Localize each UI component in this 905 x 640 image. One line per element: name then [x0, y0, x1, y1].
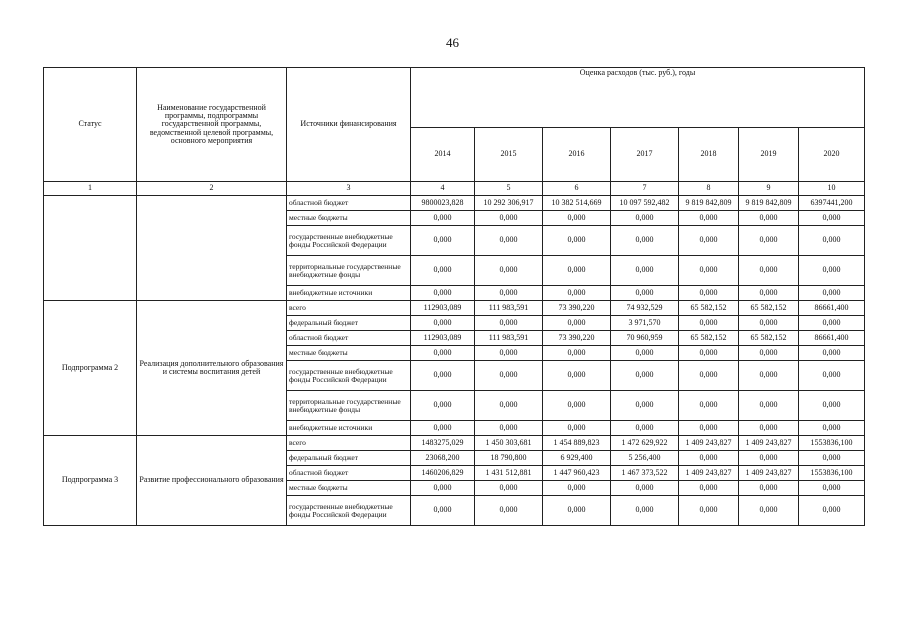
- value-cell: 0,000: [799, 316, 865, 331]
- value-cell: 0,000: [739, 496, 799, 526]
- header-year: 2015: [475, 128, 543, 182]
- header-year: 2020: [799, 128, 865, 182]
- section-name: [137, 196, 287, 301]
- column-number: 3: [287, 182, 411, 196]
- funding-source: территориальные государственные внебюджетные фонды: [287, 391, 411, 421]
- value-cell: 0,000: [475, 346, 543, 361]
- funding-source: федеральный бюджет: [287, 316, 411, 331]
- funding-source: государственные внебюджетные фонды Российской Федерации: [287, 361, 411, 391]
- value-cell: 111 983,591: [475, 301, 543, 316]
- column-number: 9: [739, 182, 799, 196]
- value-cell: 1 447 960,423: [543, 466, 611, 481]
- header-year: 2018: [679, 128, 739, 182]
- table-row: [44, 301, 865, 316]
- value-cell: 0,000: [411, 256, 475, 286]
- value-cell: 1 409 243,827: [679, 466, 739, 481]
- funding-source: местные бюджеты: [287, 211, 411, 226]
- funding-source: внебюджетные источники: [287, 286, 411, 301]
- value-cell: 0,000: [739, 451, 799, 466]
- value-cell: 9800023,828: [411, 196, 475, 211]
- value-cell: 0,000: [543, 286, 611, 301]
- section-status: [44, 196, 137, 301]
- header-year: 2016: [543, 128, 611, 182]
- value-cell: 86661,400: [799, 301, 865, 316]
- value-cell: 0,000: [611, 346, 679, 361]
- value-cell: 65 582,152: [679, 301, 739, 316]
- budget-table: [43, 67, 865, 526]
- value-cell: 6397441,200: [799, 196, 865, 211]
- value-cell: 0,000: [799, 421, 865, 436]
- value-cell: 0,000: [739, 286, 799, 301]
- header-year: 2019: [739, 128, 799, 182]
- value-cell: 0,000: [411, 496, 475, 526]
- value-cell: 0,000: [611, 496, 679, 526]
- value-cell: 0,000: [611, 211, 679, 226]
- value-cell: 0,000: [679, 451, 739, 466]
- value-cell: 23068,200: [411, 451, 475, 466]
- value-cell: 0,000: [411, 211, 475, 226]
- value-cell: 1 467 373,522: [611, 466, 679, 481]
- value-cell: 0,000: [799, 256, 865, 286]
- funding-source: территориальные государственные внебюджетные фонды: [287, 256, 411, 286]
- value-cell: 0,000: [799, 346, 865, 361]
- value-cell: 0,000: [739, 361, 799, 391]
- header-funding-sources: Источники финансирования: [287, 68, 411, 182]
- value-cell: 0,000: [543, 226, 611, 256]
- value-cell: 0,000: [543, 256, 611, 286]
- value-cell: 74 932,529: [611, 301, 679, 316]
- value-cell: 1460206,829: [411, 466, 475, 481]
- value-cell: 0,000: [679, 496, 739, 526]
- value-cell: 0,000: [475, 316, 543, 331]
- column-number: 8: [679, 182, 739, 196]
- header-program-name: Наименование государственной программы, подпрограммы государственной программы, ведомственной целевой программы, основного мероприятия: [137, 68, 287, 182]
- section-name: Реализация дополнительного образования и системы воспитания детей: [137, 301, 287, 436]
- value-cell: 0,000: [475, 256, 543, 286]
- funding-source: местные бюджеты: [287, 481, 411, 496]
- value-cell: 6 929,400: [543, 451, 611, 466]
- value-cell: 0,000: [411, 346, 475, 361]
- value-cell: 18 790,800: [475, 451, 543, 466]
- value-cell: 0,000: [411, 481, 475, 496]
- value-cell: 0,000: [411, 286, 475, 301]
- column-numbers-row: [44, 182, 865, 196]
- value-cell: 0,000: [799, 391, 865, 421]
- section-name: Развитие профессионального образования: [137, 436, 287, 526]
- column-number: 1: [44, 182, 137, 196]
- value-cell: 0,000: [679, 421, 739, 436]
- value-cell: 0,000: [799, 451, 865, 466]
- column-number: 4: [411, 182, 475, 196]
- value-cell: 0,000: [411, 391, 475, 421]
- value-cell: 65 582,152: [739, 301, 799, 316]
- value-cell: 0,000: [739, 346, 799, 361]
- value-cell: 112903,089: [411, 331, 475, 346]
- funding-source: областной бюджет: [287, 466, 411, 481]
- value-cell: 0,000: [543, 496, 611, 526]
- value-cell: 0,000: [679, 226, 739, 256]
- value-cell: 70 960,959: [611, 331, 679, 346]
- value-cell: 1 409 243,827: [679, 436, 739, 451]
- value-cell: 0,000: [411, 226, 475, 256]
- value-cell: 0,000: [543, 391, 611, 421]
- value-cell: 1553836,100: [799, 466, 865, 481]
- value-cell: 65 582,152: [679, 331, 739, 346]
- section-status: Подпрограмма 3: [44, 436, 137, 526]
- value-cell: 1 454 889,823: [543, 436, 611, 451]
- value-cell: 0,000: [799, 496, 865, 526]
- value-cell: 0,000: [739, 481, 799, 496]
- funding-source: всего: [287, 301, 411, 316]
- value-cell: 0,000: [739, 421, 799, 436]
- value-cell: 0,000: [611, 421, 679, 436]
- value-cell: 86661,400: [799, 331, 865, 346]
- value-cell: 0,000: [475, 286, 543, 301]
- value-cell: 0,000: [679, 286, 739, 301]
- funding-source: областной бюджет: [287, 196, 411, 211]
- value-cell: 0,000: [543, 361, 611, 391]
- value-cell: 0,000: [543, 421, 611, 436]
- value-cell: 0,000: [799, 361, 865, 391]
- value-cell: 0,000: [611, 226, 679, 256]
- table-body: [44, 196, 865, 526]
- table-row: [44, 196, 865, 211]
- value-cell: 0,000: [475, 361, 543, 391]
- value-cell: 0,000: [543, 316, 611, 331]
- value-cell: 0,000: [411, 316, 475, 331]
- column-number: 2: [137, 182, 287, 196]
- value-cell: 0,000: [475, 211, 543, 226]
- value-cell: 10 292 306,917: [475, 196, 543, 211]
- funding-source: внебюджетные источники: [287, 421, 411, 436]
- header-cost-estimate: Оценка расходов (тыс. руб.), годы: [411, 68, 865, 128]
- funding-source: государственные внебюджетные фонды Российской Федерации: [287, 496, 411, 526]
- column-number: 6: [543, 182, 611, 196]
- value-cell: 0,000: [475, 421, 543, 436]
- value-cell: 0,000: [739, 226, 799, 256]
- value-cell: 0,000: [611, 481, 679, 496]
- value-cell: 0,000: [411, 361, 475, 391]
- value-cell: 9 819 842,809: [679, 196, 739, 211]
- value-cell: 0,000: [543, 346, 611, 361]
- header-status: Статус: [44, 68, 137, 182]
- column-number: 7: [611, 182, 679, 196]
- funding-source: всего: [287, 436, 411, 451]
- value-cell: 0,000: [739, 316, 799, 331]
- section-status: Подпрограмма 2: [44, 301, 137, 436]
- value-cell: 0,000: [475, 496, 543, 526]
- value-cell: 0,000: [679, 391, 739, 421]
- value-cell: 0,000: [611, 256, 679, 286]
- value-cell: 0,000: [543, 481, 611, 496]
- value-cell: 1483275,029: [411, 436, 475, 451]
- value-cell: 111 983,591: [475, 331, 543, 346]
- value-cell: 1 450 303,681: [475, 436, 543, 451]
- value-cell: 0,000: [611, 361, 679, 391]
- table-header: [44, 68, 865, 196]
- value-cell: 0,000: [679, 211, 739, 226]
- value-cell: 0,000: [679, 481, 739, 496]
- value-cell: 0,000: [799, 211, 865, 226]
- value-cell: 0,000: [679, 346, 739, 361]
- value-cell: 0,000: [475, 481, 543, 496]
- header-year: 2017: [611, 128, 679, 182]
- funding-source: федеральный бюджет: [287, 451, 411, 466]
- value-cell: 1553836,100: [799, 436, 865, 451]
- value-cell: 73 390,220: [543, 331, 611, 346]
- value-cell: 0,000: [679, 256, 739, 286]
- value-cell: 73 390,220: [543, 301, 611, 316]
- column-number: 5: [475, 182, 543, 196]
- value-cell: 0,000: [611, 286, 679, 301]
- table-row: [44, 436, 865, 451]
- value-cell: 0,000: [679, 316, 739, 331]
- value-cell: 1 409 243,827: [739, 436, 799, 451]
- value-cell: 1 472 629,922: [611, 436, 679, 451]
- column-number: 10: [799, 182, 865, 196]
- header-year: 2014: [411, 128, 475, 182]
- value-cell: 10 097 592,482: [611, 196, 679, 211]
- value-cell: 0,000: [799, 226, 865, 256]
- value-cell: 0,000: [739, 256, 799, 286]
- value-cell: 0,000: [799, 481, 865, 496]
- value-cell: 1 431 512,881: [475, 466, 543, 481]
- value-cell: 10 382 514,669: [543, 196, 611, 211]
- value-cell: 0,000: [543, 211, 611, 226]
- value-cell: 9 819 842,809: [739, 196, 799, 211]
- value-cell: 0,000: [475, 226, 543, 256]
- value-cell: 0,000: [739, 391, 799, 421]
- value-cell: 0,000: [739, 211, 799, 226]
- value-cell: 0,000: [411, 421, 475, 436]
- funding-source: областной бюджет: [287, 331, 411, 346]
- value-cell: 0,000: [475, 391, 543, 421]
- funding-source: местные бюджеты: [287, 346, 411, 361]
- value-cell: 112903,089: [411, 301, 475, 316]
- value-cell: 0,000: [679, 361, 739, 391]
- value-cell: 65 582,152: [739, 331, 799, 346]
- funding-source: государственные внебюджетные фонды Российской Федерации: [287, 226, 411, 256]
- value-cell: 0,000: [611, 391, 679, 421]
- value-cell: 1 409 243,827: [739, 466, 799, 481]
- page-number: 46: [446, 35, 459, 50]
- value-cell: 0,000: [799, 286, 865, 301]
- value-cell: 3 971,570: [611, 316, 679, 331]
- value-cell: 5 256,400: [611, 451, 679, 466]
